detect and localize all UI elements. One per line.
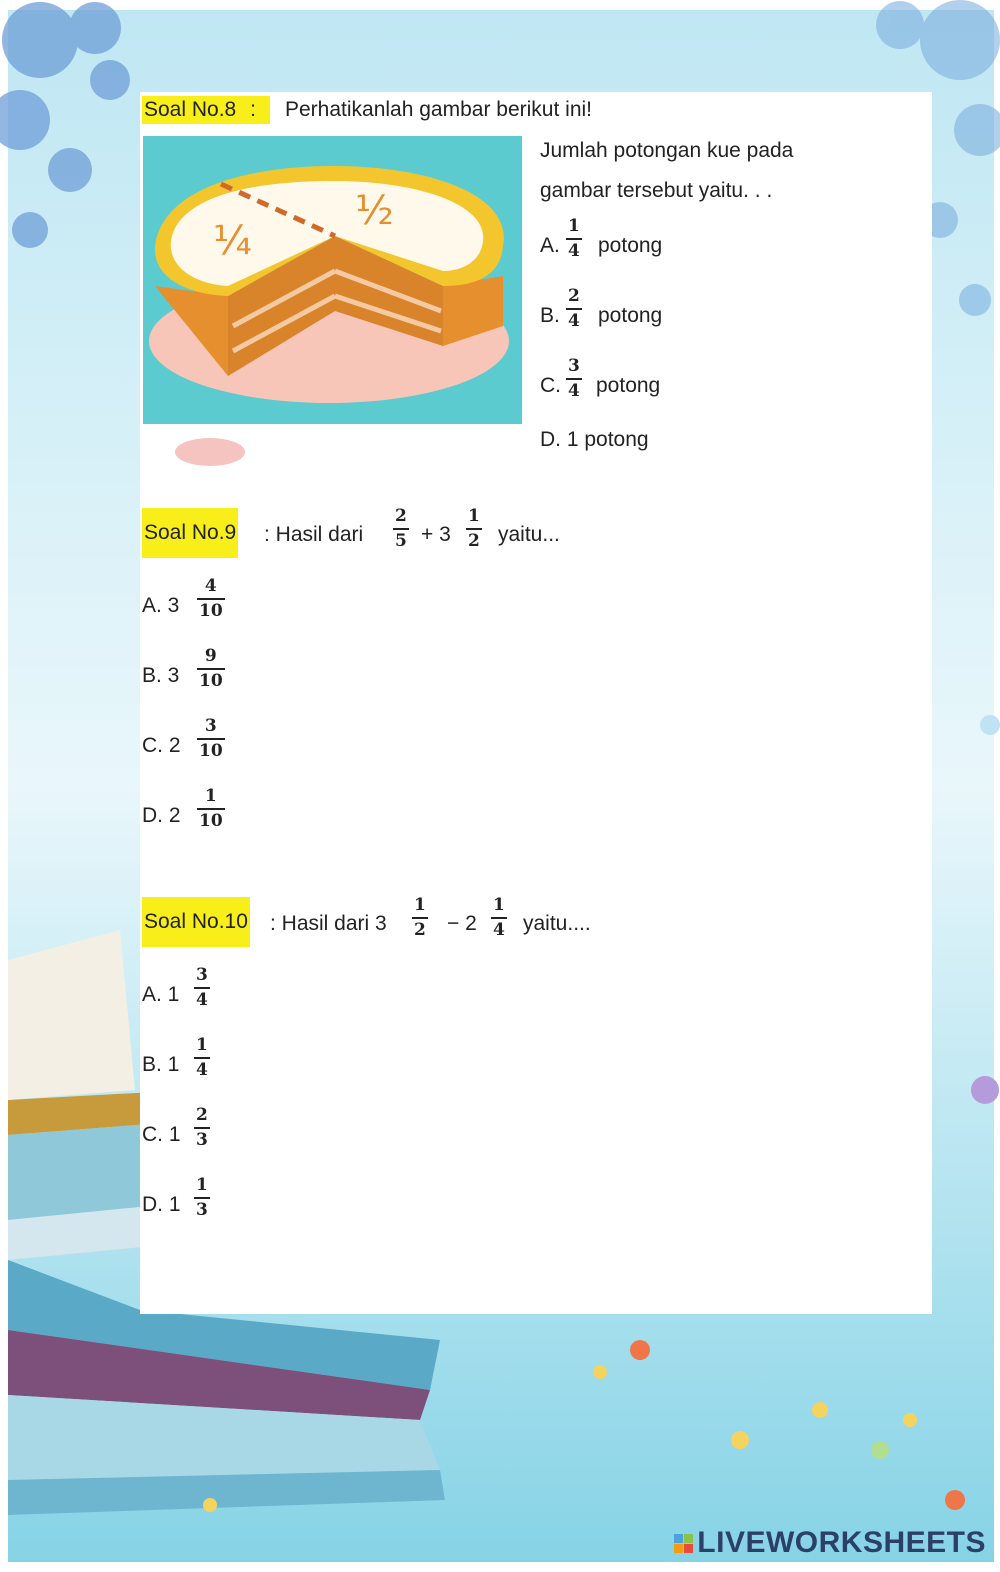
q8-option-a-letter: A. <box>540 234 560 257</box>
question-10-label: Soal No.10 <box>142 897 250 947</box>
question-9-stem: : Hasil dari <box>264 523 364 546</box>
question-9-fraction-2 <box>466 508 482 550</box>
q10-f2-num: 1 <box>493 895 505 915</box>
q10-option-b-prefix: B. 1 <box>142 1053 180 1076</box>
question-8-text-line1: Jumlah potongan kue pada <box>540 139 794 162</box>
q10-option-d[interactable] <box>142 1177 242 1231</box>
q9-option-a[interactable] <box>142 578 262 632</box>
q9-option-c-prefix: C. 2 <box>142 734 181 757</box>
logo-mark-icon <box>674 1534 693 1553</box>
q9-option-b-num: 9 <box>204 646 217 666</box>
q10-option-d-prefix: D. 1 <box>142 1193 181 1216</box>
q10-option-a-fraction <box>194 967 210 1009</box>
question-8-label <box>142 96 270 124</box>
q8-option-b-fraction <box>566 288 582 330</box>
logo-text: LIVEWORKSHEETS <box>697 1526 986 1559</box>
q10-option-a[interactable] <box>142 967 242 1021</box>
question-9-fraction-1 <box>393 508 409 550</box>
q10-option-a-prefix: A. 1 <box>142 983 180 1006</box>
cake-illustration <box>143 136 522 424</box>
question-8-text-line2: gambar tersebut yaitu. . . <box>540 179 773 202</box>
question-10-fraction-2 <box>491 897 507 939</box>
q9-f2-den: 2 <box>466 528 482 550</box>
question-9-plus: + 3 <box>421 523 451 546</box>
q8-option-d[interactable]: D. 1 potong <box>540 428 649 451</box>
question-8-prompt: Perhatikanlah gambar berikut ini! <box>285 98 593 121</box>
q10-option-b-fraction <box>194 1037 210 1079</box>
question-10-stem: : Hasil dari 3 <box>270 912 387 935</box>
q8-option-c-num: 3 <box>568 356 580 376</box>
q8-option-b-suffix: potong <box>598 304 663 327</box>
q8-option-b-num: 2 <box>568 286 580 306</box>
question-10-fraction-1 <box>412 897 428 939</box>
question-9-suffix: yaitu... <box>498 523 560 546</box>
q8-option-a-fraction <box>566 218 582 260</box>
q9-option-c-den: 10 <box>197 738 225 760</box>
question-10-minus: − 2 <box>447 912 477 935</box>
q8-option-b[interactable] <box>540 288 720 342</box>
q9-option-d[interactable] <box>142 788 262 842</box>
q10-option-d-den: 3 <box>194 1197 210 1219</box>
q10-option-c-den: 3 <box>194 1127 210 1149</box>
q10-option-d-num: 1 <box>196 1175 208 1195</box>
q10-option-c-num: 2 <box>196 1105 208 1125</box>
q8-option-b-den: 4 <box>566 308 582 330</box>
q9-option-c-fraction <box>197 718 225 760</box>
q8-option-a-num: 1 <box>568 216 580 236</box>
q10-option-a-den: 4 <box>194 987 210 1009</box>
q9-option-c-num: 3 <box>204 716 217 736</box>
q9-f1-den: 5 <box>393 528 409 550</box>
q9-option-d-den: 10 <box>197 808 225 830</box>
q10-option-b[interactable] <box>142 1037 242 1091</box>
q8-option-a-suffix: potong <box>598 234 663 257</box>
question-8-colon: : <box>250 98 256 121</box>
q8-option-c-suffix: potong <box>596 374 661 397</box>
q10-f1-den: 2 <box>412 917 428 939</box>
liveworksheets-logo[interactable] <box>674 1526 986 1560</box>
q9-option-b-prefix: B. 3 <box>142 664 180 687</box>
q8-option-a[interactable] <box>540 218 720 272</box>
q9-option-d-prefix: D. 2 <box>142 804 181 827</box>
q9-f1-num: 2 <box>395 506 407 526</box>
q8-option-a-den: 4 <box>566 238 582 260</box>
label-half: ½ <box>355 188 394 234</box>
q10-option-c-fraction <box>194 1107 210 1149</box>
q9-option-a-fraction <box>197 578 225 620</box>
q9-option-a-prefix: A. 3 <box>142 594 180 617</box>
q10-option-d-fraction <box>194 1177 210 1219</box>
q8-option-b-letter: B. <box>540 304 560 327</box>
q9-option-d-num: 1 <box>204 786 217 806</box>
q8-option-c-letter: C. <box>540 374 561 397</box>
q10-option-a-num: 3 <box>196 965 208 985</box>
q9-option-a-num: 4 <box>204 576 217 596</box>
q9-option-b-den: 10 <box>197 668 225 690</box>
flower-sticker <box>175 438 245 466</box>
q10-option-b-den: 4 <box>194 1057 210 1079</box>
q9-option-d-fraction <box>197 788 225 830</box>
q10-option-b-num: 1 <box>196 1035 208 1055</box>
question-9-label: Soal No.9 <box>142 508 238 558</box>
q8-option-c-fraction <box>566 358 582 400</box>
q10-option-c-prefix: C. 1 <box>142 1123 181 1146</box>
q9-option-c[interactable] <box>142 718 262 772</box>
q9-option-b-fraction <box>197 648 225 690</box>
question-8-number: Soal No.8 <box>144 98 237 121</box>
question-10-suffix: yaitu.... <box>523 912 591 935</box>
q8-option-c[interactable] <box>540 358 720 412</box>
q10-f1-num: 1 <box>414 895 426 915</box>
q9-option-b[interactable] <box>142 648 262 702</box>
q9-option-a-den: 10 <box>197 598 225 620</box>
q10-f2-den: 4 <box>491 917 507 939</box>
q8-option-c-den: 4 <box>566 378 582 400</box>
label-quarter: ¼ <box>213 218 252 264</box>
q10-option-c[interactable] <box>142 1107 242 1161</box>
q9-f2-num: 1 <box>468 506 480 526</box>
